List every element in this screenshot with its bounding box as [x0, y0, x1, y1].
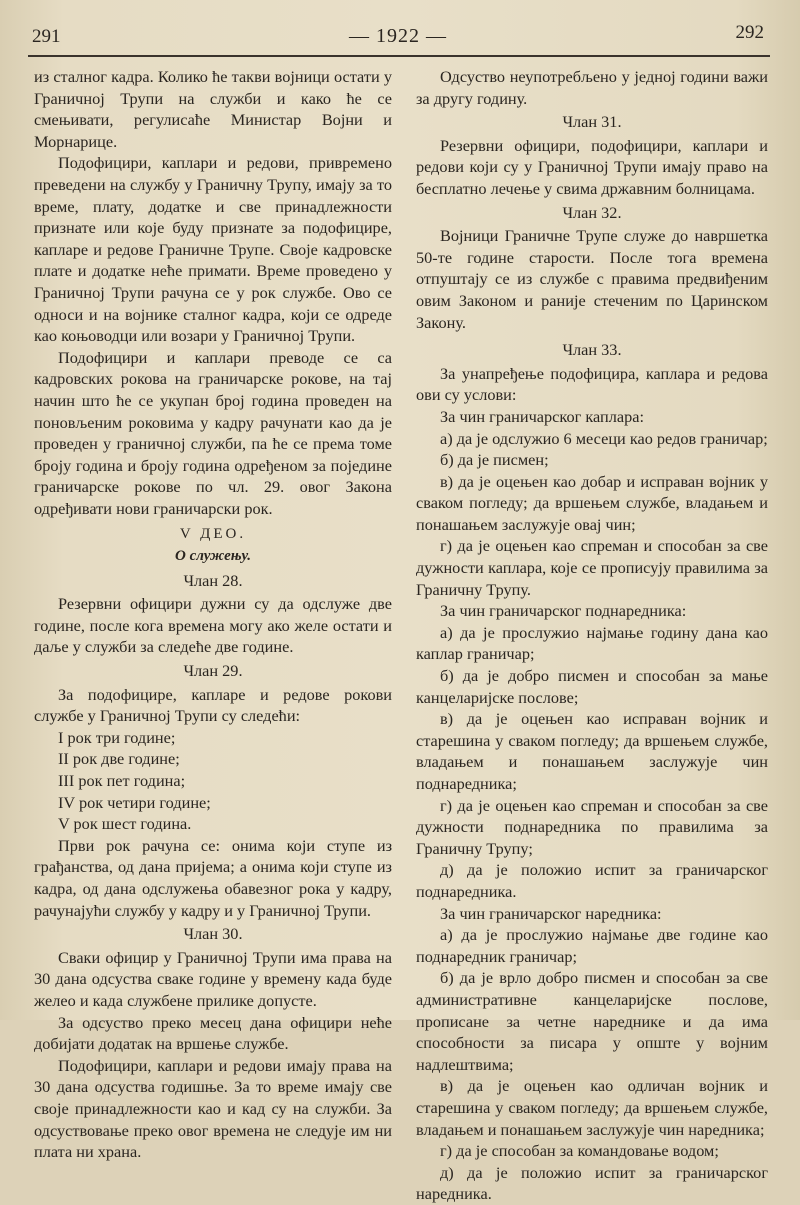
paragraph: Војници Граничне Трупе служе до навршетка 50-те године старости. После тога времена отпуштају се из службе с правима предвиђеним овим Законом и раније стеченим по Царинском Закону. — [416, 226, 768, 332]
paragraph: За чин граничарског поднаредника: — [440, 601, 687, 621]
paragraph: г) да је оцењен као спреман и способан за све дужности поднаредника по правилима за Граничну Трупу; — [416, 795, 768, 858]
list-item: III рок пет година; — [58, 771, 186, 790]
page-number-right: 292 — [735, 22, 764, 43]
page-number-left: 291 — [32, 26, 61, 47]
paragraph: а) да је прослужио најмање годину дана као каплар граничар; — [416, 622, 768, 664]
list-item: II рок две године; — [58, 749, 180, 769]
paragraph: Одсуство неупотребљено у једној години важи за другу годину. — [416, 67, 768, 108]
paragraph: а) да је прослужио најмање две године као поднаредник граничар; — [416, 925, 768, 966]
section-heading: V ДЕО. — [179, 526, 247, 543]
list-item: V рок шест година. — [58, 814, 192, 834]
list-item: IV рок четири године; — [58, 792, 211, 812]
paragraph: в) да је оцењен као добар и исправан војник у сваком погледу; да вршењем службе, владањем и понашањем заслужује овај чин; — [416, 471, 768, 534]
article-heading: Члан 28. — [183, 570, 243, 590]
paragraph: Подофицири, каплари и редови имају права на 30 дана одсуства годишње. За то време имају све своје принадлежности као и кад су на служби. За одсуствовање преко овог времена не следује им ни плата ни храна. — [34, 1055, 392, 1162]
paragraph: За унапређење подофицира, каплара и редова ови су услови: — [416, 363, 768, 405]
paragraph: б) да је добро писмен и способан за мање канцеларијске послове; — [416, 666, 768, 707]
paragraph: За чин граничарског наредника: — [440, 903, 662, 923]
header-rule — [28, 55, 770, 57]
paragraph: За подофицире, капларе и редове рокови службе у Граничној Трупи су следећи: — [34, 684, 392, 726]
paragraph: Подофицири, каплари и редови, привремено преведени на службу у Граничну Трупу, имају за то време, плату, додатке и све принадлежности признате или које буду признате за подофицире, капларе и редове Граничне Трупе. Своје кадровске плате и додатке неће примати. Време проведено у Граничној Трупи рачуна се у рок службе. Ово се односи и на војнике сталног кадра, који се одреде као коњоводци или возари у Граничној Трупи. — [34, 153, 392, 346]
paragraph: Први рок рачуна се: онима који ступе из грађанства, од дана пријема; а онима који ступе из кадра, од дана одслужења обавезног рока у кадру, рачунајући службу у кадру и у Граничној Трупи. — [34, 835, 392, 920]
article-heading: Члан 31. — [562, 112, 622, 132]
article-heading: Члан 30. — [183, 924, 243, 944]
paragraph: За чин граничарског каплара: — [440, 406, 644, 426]
page-header — [32, 22, 764, 52]
paragraph: Подофицири и каплари преводе се са кадровских рокова на граничарске рокове, на тај начин што ће се укупан број година проведен на поновљеним роковима у кадру рачунати као да је проведен у граничној служби, па ће се према томе броју година и броју година одређеном за поједине граничарске рокове по чл. 29. овог Закона одређивати нови граничарски рок. — [34, 347, 392, 518]
paragraph: а) да је одслужио 6 месеци као редов граничар; — [440, 428, 768, 448]
article-heading: Члан 29. — [183, 661, 243, 681]
section-subtitle: О служењу. — [175, 548, 251, 565]
paragraph: г) да је способан за командовање водом; — [440, 1141, 719, 1161]
paragraph: За одсуство преко месец дана официри неће добијати додатак на вршење службе. — [34, 1012, 392, 1054]
left-column — [34, 66, 392, 1163]
paragraph: г) да је оцењен као спреман и способан за све дужности каплара, које се прописују правилима за Граничну Трупу. — [416, 536, 768, 599]
list-item: I рок три године; — [58, 727, 176, 747]
paragraph: из сталног кадра. Колико ће такви војници остати у Граничној Трупи на служби и како ће се смењивати, регулисаће Министар Војни и Морнарице. — [34, 67, 392, 151]
paragraph: Резервни официри, подофицири, каплари и редови који су у Граничној Трупи имају право на бесплатно лечење у свима државним болницама. — [416, 135, 768, 198]
paragraph: б) да је писмен; — [440, 450, 549, 470]
paragraph: д) да је положио испит за граничарског наредника. — [416, 1162, 768, 1204]
right-column — [416, 66, 768, 1205]
year-heading: — 1922 — — [349, 25, 447, 47]
paragraph: в) да је оцењен као одличан војник и старешина у сваком погледу; да вршењем службе, владањем и понашањем заслужује чин наредника; — [416, 1076, 768, 1139]
paragraph: б) да је врло добро писмен и способан за све административне канцеларијске послове, прописане за четне наредникe и да има способности за писара у опште у војним надлештвима; — [416, 968, 768, 1074]
article-heading: Члан 33. — [562, 340, 622, 360]
paragraph: Резервни официри дужни су да одслуже две године, после кога времена могу ако желе остати и даље у служби за следеће две године. — [34, 594, 392, 657]
paragraph: Сваки официр у Граничној Трупи има права на 30 дана одсуства сваке године у времену када буде желео и када службене прилике допусте. — [34, 947, 392, 1010]
article-heading: Члан 32. — [562, 202, 622, 222]
paragraph: д) да је положио испит за граничарског поднаредника. — [416, 860, 768, 901]
paragraph: в) да је оцењен као исправан војник и старешина у сваком погледу; да вршењем службе, владањем и понашањем заслужује чин поднаредника; — [416, 709, 768, 793]
